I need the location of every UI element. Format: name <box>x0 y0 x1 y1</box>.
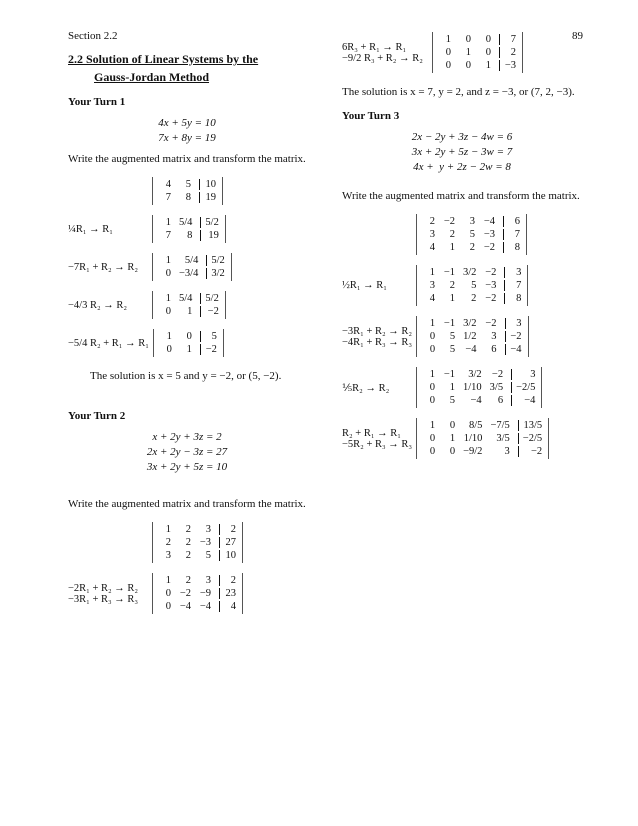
row-operation-steps <box>68 522 306 614</box>
matrix-entry: 3 <box>504 446 510 457</box>
matrix-entry: 8 <box>504 293 521 304</box>
matrix-entry: 2 <box>219 524 236 535</box>
row-operation-label: ¼R₁ → R₁ <box>68 223 113 235</box>
matrix-entry: 4 <box>429 293 435 304</box>
matrix-entry: 1 <box>166 331 172 342</box>
matrix-entry: 2 <box>469 242 475 253</box>
matrix-entry: −2 <box>518 446 542 457</box>
matrix-entry: 3 <box>505 318 522 329</box>
matrix-entry: 5/4 <box>179 293 193 304</box>
matrix-entry: 2 <box>449 229 455 240</box>
matrix-entry: 3 <box>491 331 497 342</box>
matrix-entry: 3 <box>511 369 535 380</box>
matrix-entry: 0 <box>165 601 171 612</box>
instruction-text: Write the augmented matrix and transform the matrix. <box>68 153 306 165</box>
matrix-entry: 7 <box>499 34 516 45</box>
matrix-entry: 1 <box>165 255 171 266</box>
augmented-matrix <box>152 573 243 614</box>
matrix-entry: 1 <box>186 344 192 355</box>
matrix-entry: 0 <box>465 60 471 71</box>
matrix-entry: 3/2 <box>468 369 482 380</box>
matrix-entry: −9 <box>199 588 211 599</box>
matrix-entry: 7 <box>504 280 521 291</box>
row-operation-steps <box>342 214 582 459</box>
augmented-matrix <box>152 215 226 243</box>
matrix-entry: 1 <box>449 382 455 393</box>
matrix-entry: 2 <box>185 524 191 535</box>
matrix-entry: −2 <box>200 344 217 355</box>
matrix-entry: 1 <box>449 293 455 304</box>
matrix-entry: −2 <box>485 293 497 304</box>
augmented-matrix <box>152 253 232 281</box>
augmented-matrix <box>416 367 542 408</box>
matrix-entry: 0 <box>445 60 451 71</box>
matrix-entry: 2 <box>429 216 435 227</box>
matrix-entry: 5 <box>449 331 456 342</box>
augmented-matrix <box>416 214 527 255</box>
matrix-entry: 3 <box>205 524 211 535</box>
solution-text: The solution is x = 7, y = 2, and z = −3, or (7, 2, −3). <box>342 86 575 98</box>
matrix-entry: 1 <box>165 524 171 535</box>
matrix-entry: −3 <box>499 60 516 71</box>
matrix-entry: 2 <box>219 575 236 586</box>
matrix-entry: 3/2 <box>463 267 477 278</box>
matrix-entry: 0 <box>449 420 456 431</box>
matrix-entry: 19 <box>199 192 216 203</box>
augmented-matrix <box>152 291 226 319</box>
matrix-entry: −2 <box>200 306 218 317</box>
your-turn-2-heading: Your Turn 2 <box>68 410 126 422</box>
left-column <box>68 46 306 614</box>
matrix-entry: 27 <box>219 537 236 548</box>
solution-text: The solution is x = 5 and y = −2, or (5, −2). <box>90 370 282 382</box>
row-operation-step <box>68 215 306 243</box>
augmented-matrix <box>416 265 528 306</box>
row-operation-step <box>342 214 582 255</box>
row-operation-label: R₂ + R₁ → R₁ −5R₂ + R₃ → R₃ <box>342 427 413 450</box>
matrix-entry: −4 <box>465 344 477 355</box>
matrix-entry: −4 <box>199 601 211 612</box>
instruction-text: Write the augmented matrix and transform the matrix. <box>342 190 580 202</box>
matrix-entry: 1 <box>485 60 491 71</box>
matrix-entry: 5 <box>471 280 477 291</box>
matrix-entry: 10 <box>219 550 236 561</box>
matrix-entry: 1 <box>445 34 451 45</box>
row-operation-steps <box>68 177 306 357</box>
matrix-entry: 1 <box>165 575 171 586</box>
augmented-matrix <box>152 522 243 563</box>
matrix-entry: 2 <box>185 550 191 561</box>
row-operation-step <box>342 316 582 357</box>
system-equations: 2x − 2y + 3z − 4w = 6 3x + 2y + 5z − 3w = 7 4x + y + 2z − 2w = 8 <box>411 131 513 173</box>
matrix-entry: −2 <box>505 331 522 342</box>
matrix-entry: 5 <box>469 229 475 240</box>
your-turn-1-heading: Your Turn 1 <box>68 96 126 108</box>
matrix-entry: 19 <box>200 230 218 241</box>
matrix-entry: 6 <box>503 216 520 227</box>
matrix-entry: 3 <box>429 280 435 291</box>
augmented-matrix <box>416 418 549 459</box>
matrix-entry: −9/2 <box>463 446 483 457</box>
matrix-entry: 4 <box>219 601 236 612</box>
augmented-matrix <box>416 316 528 357</box>
matrix-entry: 1 <box>165 293 171 304</box>
matrix-entry: 7 <box>165 192 171 203</box>
matrix-entry: 1/10 <box>463 382 482 393</box>
row-operation-label: −2R₁ + R₂ → R₂ −3R₁ + R₃ → R₃ <box>68 582 139 605</box>
matrix-entry: 8 <box>187 230 193 241</box>
matrix-entry: −2 <box>485 267 497 278</box>
your-turn-3-heading: Your Turn 3 <box>342 110 400 122</box>
matrix-entry: 5/2 <box>206 255 224 266</box>
matrix-entry: 4 <box>429 242 435 253</box>
matrix-entry: 0 <box>429 344 436 355</box>
matrix-entry: 1/10 <box>463 433 483 444</box>
matrix-entry: 8/5 <box>469 420 483 431</box>
section-title: 2.2 Solution of Linear Systems by the Gauss-Jordan Method <box>68 52 259 84</box>
matrix-entry: 2 <box>449 280 455 291</box>
matrix-entry: −2 <box>483 242 495 253</box>
matrix-entry: 6 <box>491 344 497 355</box>
row-operation-step <box>68 177 306 205</box>
matrix-entry: −2 <box>179 588 191 599</box>
matrix-entry: 3 <box>469 216 475 227</box>
row-operation-steps <box>342 32 582 73</box>
matrix-entry: 0 <box>429 382 435 393</box>
system-equations: 4x + 5y = 10 7x + 8y = 19 <box>158 117 216 144</box>
matrix-entry: 3/2 <box>206 268 224 279</box>
matrix-entry: −2/5 <box>511 382 535 393</box>
matrix-entry: 5 <box>449 344 456 355</box>
row-operation-step <box>342 32 582 73</box>
matrix-entry: 3 <box>429 229 435 240</box>
matrix-entry: −2 <box>443 216 455 227</box>
row-operation-step <box>68 291 306 319</box>
augmented-matrix <box>152 177 223 205</box>
matrix-entry: 5/4 <box>184 255 199 266</box>
row-operation-step <box>342 418 582 459</box>
matrix-entry: 0 <box>485 47 491 58</box>
row-operation-step <box>68 573 306 614</box>
matrix-entry: 1 <box>429 267 435 278</box>
matrix-entry: 0 <box>165 306 171 317</box>
augmented-matrix <box>153 329 224 357</box>
augmented-matrix <box>432 32 523 73</box>
matrix-entry: −7/5 <box>490 420 510 431</box>
matrix-entry: 5 <box>200 331 217 342</box>
system-equations: x + 2y + 3z = 2 2x + 2y − 3z = 27 3x + 2y + 5z = 10 <box>146 431 228 473</box>
matrix-entry: 4 <box>165 179 171 190</box>
row-operation-label: −5/4 R₂ + R₁ → R₁ <box>68 337 149 349</box>
matrix-entry: 1/2 <box>463 331 477 342</box>
row-operation-label: ⅕R₂ → R₂ <box>342 382 390 394</box>
matrix-entry: 0 <box>465 34 471 45</box>
matrix-entry: 2 <box>499 47 516 58</box>
row-operation-step <box>342 367 582 408</box>
matrix-entry: 2 <box>165 537 171 548</box>
matrix-entry: −2 <box>491 369 504 380</box>
matrix-entry: −4 <box>179 601 191 612</box>
matrix-entry: 1 <box>465 47 471 58</box>
matrix-entry: 3/2 <box>463 318 477 329</box>
matrix-entry: 8 <box>185 192 191 203</box>
matrix-entry: 2 <box>185 575 191 586</box>
matrix-entry: −1 <box>443 369 455 380</box>
matrix-entry: 1 <box>449 433 456 444</box>
row-operation-step <box>68 522 306 563</box>
matrix-entry: 0 <box>165 588 171 599</box>
matrix-entry: −4 <box>511 395 535 406</box>
matrix-entry: −1 <box>443 267 455 278</box>
row-operation-step <box>68 329 306 357</box>
matrix-entry: 1 <box>165 217 171 228</box>
page-number: 89 <box>572 30 583 42</box>
matrix-entry: 10 <box>199 179 216 190</box>
matrix-entry: −3/4 <box>179 268 199 279</box>
matrix-entry: 5/2 <box>200 217 218 228</box>
matrix-entry: 5 <box>449 395 455 406</box>
row-operation-label: ½R₁ → R₁ <box>342 280 387 291</box>
matrix-entry: 0 <box>429 446 436 457</box>
matrix-entry: −3 <box>199 537 211 548</box>
matrix-entry: 3/5 <box>496 433 510 444</box>
section-label: Section 2.2 <box>68 30 118 42</box>
matrix-entry: 1 <box>429 369 435 380</box>
matrix-entry: 0 <box>429 331 436 342</box>
matrix-entry: −3 <box>483 229 495 240</box>
matrix-entry: 3 <box>205 575 211 586</box>
matrix-entry: −4 <box>470 395 482 406</box>
matrix-entry: −1 <box>443 318 456 329</box>
matrix-entry: 1 <box>429 318 436 329</box>
matrix-entry: 13/5 <box>518 420 542 431</box>
matrix-entry: −2 <box>485 318 497 329</box>
row-operation-label: −7R₁ + R₂ → R₂ <box>68 261 139 273</box>
matrix-entry: 1 <box>449 242 455 253</box>
matrix-entry: 0 <box>165 268 171 279</box>
matrix-entry: 5 <box>205 550 211 561</box>
matrix-entry: 3 <box>504 267 521 278</box>
matrix-entry: 0 <box>186 331 192 342</box>
matrix-entry: 3 <box>165 550 171 561</box>
row-operation-step <box>68 253 306 281</box>
matrix-entry: 5/2 <box>200 293 218 304</box>
row-operation-label: −4/3 R₂ → R₂ <box>68 299 128 311</box>
matrix-entry: 0 <box>445 47 451 58</box>
matrix-entry: 7 <box>503 229 520 240</box>
matrix-entry: 1 <box>429 420 436 431</box>
matrix-entry: 0 <box>429 395 435 406</box>
matrix-entry: 5/4 <box>179 217 193 228</box>
matrix-entry: −2/5 <box>518 433 542 444</box>
matrix-entry: −4 <box>505 344 522 355</box>
matrix-entry: 7 <box>165 230 171 241</box>
matrix-entry: 5 <box>185 179 191 190</box>
matrix-entry: 0 <box>429 433 436 444</box>
matrix-entry: 2 <box>185 537 191 548</box>
instruction-text: Write the augmented matrix and transform the matrix. <box>68 498 306 510</box>
matrix-entry: 1 <box>187 306 193 317</box>
matrix-entry: −4 <box>483 216 495 227</box>
matrix-entry: −3 <box>485 280 497 291</box>
matrix-entry: 3/5 <box>489 382 504 393</box>
row-operation-label: 6R₃ + R₁ → R₁ −9/2 R₃ + R₂ → R₂ <box>342 41 423 64</box>
matrix-entry: 0 <box>485 34 491 45</box>
matrix-entry: 8 <box>503 242 520 253</box>
matrix-entry: 6 <box>497 395 504 406</box>
matrix-entry: 23 <box>219 588 236 599</box>
matrix-entry: 0 <box>449 446 456 457</box>
matrix-entry: 0 <box>166 344 172 355</box>
row-operation-label: −3R₁ + R₂ → R₂ −4R₁ + R₃ → R₃ <box>342 325 413 348</box>
row-operation-step <box>342 265 582 306</box>
matrix-entry: 2 <box>471 293 477 304</box>
